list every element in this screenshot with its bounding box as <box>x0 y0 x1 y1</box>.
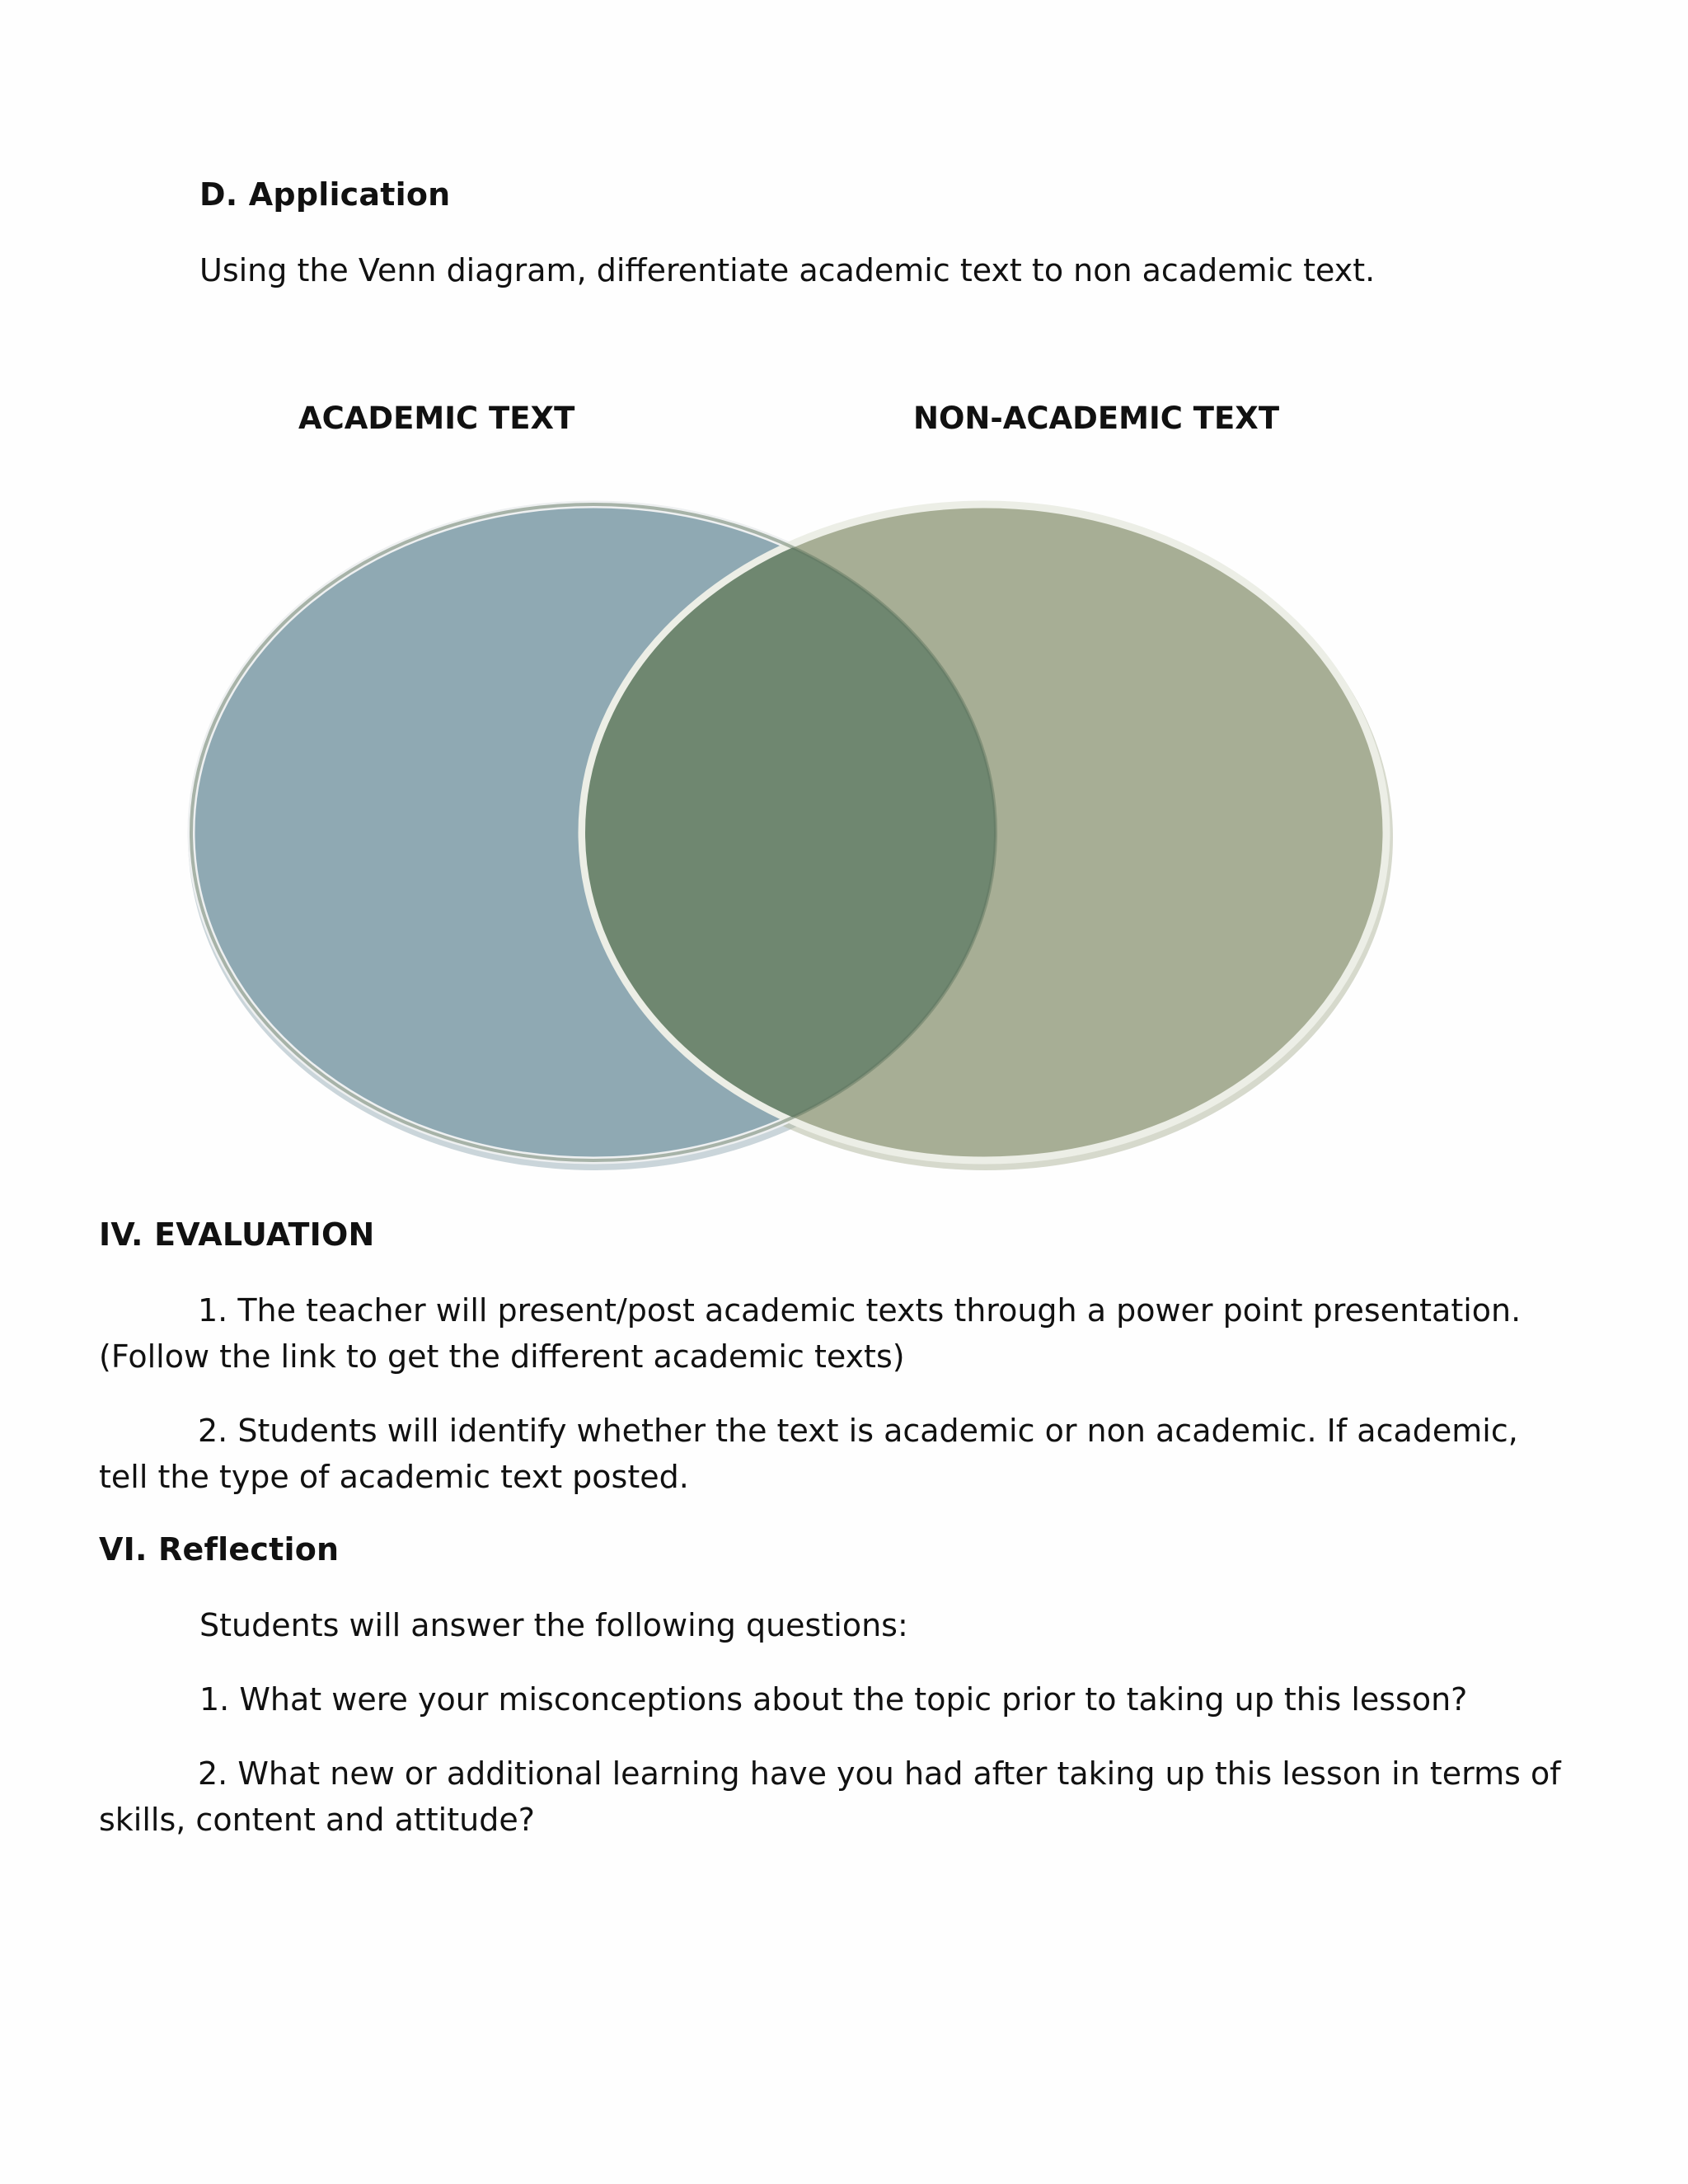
reflection-question-2 <box>99 1750 1561 1843</box>
reflection-question-2-line-1: 2. What new or additional learning have you had after taking up this lesson in terms of <box>198 1755 1561 1792</box>
reflection-question-1: 1. What were your misconceptions about the topic prior to taking up this lesson? <box>199 1681 1468 1718</box>
evaluation-item-2 <box>99 1408 1518 1500</box>
reflection-heading: VI. Reflection <box>99 1531 340 1568</box>
venn-diagram <box>165 478 1401 1187</box>
academic-text-label: ACADEMIC TEXT <box>298 401 575 436</box>
non-academic-text-label: NON-ACADEMIC TEXT <box>913 401 1280 436</box>
evaluation-item-1-line-1: 1. The teacher will present/post academic texts through a power point presentation. <box>198 1292 1522 1329</box>
application-heading: D. Application <box>199 176 451 213</box>
evaluation-item-2-line-2: tell the type of academic text posted. <box>99 1459 689 1495</box>
evaluation-heading: IV. EVALUATION <box>99 1216 375 1253</box>
evaluation-item-1 <box>99 1287 1521 1380</box>
evaluation-item-2-line-1: 2. Students will identify whether the text is academic or non academic. If academic, <box>198 1413 1518 1449</box>
reflection-intro: Students will answer the following questions: <box>199 1607 908 1643</box>
evaluation-item-1-line-2: (Follow the link to get the different academic texts) <box>99 1338 905 1375</box>
application-instruction: Using the Venn diagram, differentiate academic text to non academic text. <box>199 252 1376 288</box>
reflection-question-2-line-2: skills, content and attitude? <box>99 1802 535 1838</box>
